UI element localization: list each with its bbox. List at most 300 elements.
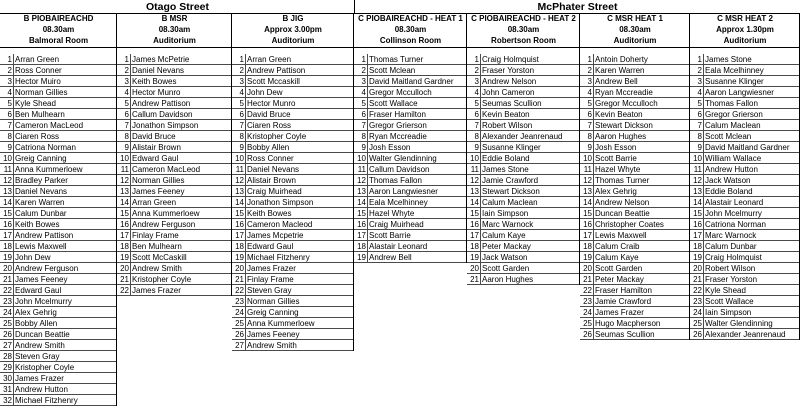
entry-name: Hazel Whyte [369,209,415,218]
entry-list [580,54,690,340]
entry-name: Alexander Jeanrenaud [705,330,786,339]
entry-name: William Wallace [705,154,762,163]
entry-row [0,230,117,241]
entry-number: 13 [3,187,12,196]
entry-name: Alexander Jeanrenaud [482,132,563,141]
entry-number: 3 [697,77,702,86]
entry-name: Gregor Mcculloch [595,99,658,108]
entry-row [690,285,800,296]
entry-row [232,54,354,65]
entry-row [580,54,690,65]
entry-name: Peter Mackay [482,242,531,251]
entry-row [354,252,467,263]
entry-number: 15 [120,209,129,218]
entry-number: 18 [470,242,479,251]
entry-row [232,307,354,318]
entry-number: 1 [239,55,244,64]
entry-number: 5 [124,99,129,108]
header-rule [0,47,117,48]
entry-name: Susanne Klinger [705,77,764,86]
entry-name: Ross Conner [15,66,62,75]
entry-row [117,274,232,285]
entry-row [232,274,354,285]
entry-number: 1 [361,55,366,64]
entry-row [0,120,117,131]
entry-row [580,131,690,142]
entry-name: Scott Garden [482,264,530,273]
entry-name: James Feeney [132,187,185,196]
entry-name: Gregor Grierson [369,121,427,130]
entry-row [117,197,232,208]
entry-number: 4 [7,88,12,97]
entry-row [467,263,580,274]
entry-number: 14 [235,198,244,207]
entry-name: Scott Mclean [705,132,752,141]
entry-row [117,175,232,186]
entry-row [0,175,117,186]
entry-row [354,219,467,230]
entry-name: Stewart Dickson [595,121,653,130]
entry-row [0,395,117,406]
entry-number: 14 [693,198,702,207]
entry-name: James Mcpetrie [247,231,304,240]
entry-row [690,208,800,219]
entry-number: 7 [587,121,592,130]
entry-number: 11 [120,165,129,174]
entry-number: 22 [3,286,12,295]
entry-name: Steven Gray [15,352,60,361]
entry-number: 2 [7,66,12,75]
entry-number: 31 [3,385,12,394]
entry-row [354,197,467,208]
event-time: 08.30am [619,25,651,34]
entry-name: Anna Kummerloew [132,209,200,218]
entry-row [0,197,117,208]
entry-number: 10 [583,154,592,163]
entry-number: 9 [361,143,366,152]
entry-number: 3 [361,77,366,86]
entry-name: Thomas Fallon [369,176,422,185]
entry-name: Fraser Yorston [705,275,758,284]
entry-number: 11 [470,165,479,174]
entry-row [467,208,580,219]
entry-number: 22 [583,286,592,295]
entry-name: Andrew Ferguson [15,264,79,273]
entry-number: 28 [3,352,12,361]
entry-number: 15 [357,209,366,218]
entry-number: 19 [470,253,479,262]
entry-row [117,76,232,87]
entry-number: 11 [357,165,366,174]
entry-name: Calum Dunbar [705,242,757,251]
entry-name: Gregor Mcculloch [369,88,432,97]
entry-name: Calum Maclean [705,121,761,130]
entry-number: 6 [697,110,702,119]
entry-row [117,153,232,164]
entry-number: 6 [361,110,366,119]
entry-number: 17 [120,231,129,240]
entry-number: 12 [3,176,12,185]
entry-number: 17 [693,231,702,240]
entry-name: Norman Gillies [132,176,185,185]
entry-number: 11 [583,165,592,174]
entry-number: 17 [357,231,366,240]
entry-row [354,54,467,65]
venue-divider [354,0,355,14]
entry-row [0,252,117,263]
entry-number: 14 [120,198,129,207]
entry-row [467,142,580,153]
event-time: 08.30am [507,25,540,34]
entry-name: Thomas Turner [369,55,424,64]
entry-name: James Feeney [247,330,300,339]
entry-row [467,164,580,175]
entry-row [580,120,690,131]
entry-name: Alastair Leonard [705,198,764,207]
entry-name: Susanne Klinger [482,143,541,152]
entry-row [354,142,467,153]
entry-number: 8 [361,132,366,141]
col-b-msr [117,14,232,417]
entry-name: Andrew Ferguson [132,220,196,229]
entry-name: Edward Gaul [15,286,62,295]
entry-list [354,54,467,263]
entry-row [467,230,580,241]
entry-row [580,153,690,164]
entry-name: Michael Fitzhenry [15,396,78,405]
entry-name: Andrew Pattison [132,99,191,108]
entry-number: 24 [693,308,702,317]
entry-name: Cameron MacLeod [15,121,84,130]
entry-number: 15 [693,209,702,218]
entry-number: 26 [3,330,12,339]
entry-name: Catriona Norman [15,143,76,152]
header-rule [467,47,580,48]
entry-name: Jamie Crawford [482,176,539,185]
entry-name: Andrew Smith [247,341,297,350]
entry-name: Callum Davidson [369,165,430,174]
entry-row [117,241,232,252]
event-room: Auditorium [271,36,315,45]
entry-name: Lewis Maxwell [595,231,647,240]
entry-number: 22 [235,286,244,295]
entry-name: Karen Warren [15,198,65,207]
entry-number: 10 [3,154,12,163]
entry-number: 18 [120,242,129,251]
entry-name: Gregor Grierson [705,110,763,119]
entry-row [0,65,117,76]
entry-name: Ross Conner [247,154,294,163]
entry-name: Scott Mccaskill [247,77,300,86]
entry-row [467,54,580,65]
entry-list [690,54,800,340]
entry-name: David Maitland Gardner [369,77,454,86]
event-title: B PIOBAIREACHD [23,14,94,23]
entry-number: 14 [357,198,366,207]
entry-number: 25 [583,319,592,328]
entry-name: Aaron Langwiesner [369,187,438,196]
entry-number: 17 [583,231,592,240]
entry-name: Aaron Langwiesner [705,88,774,97]
entry-row [232,164,354,175]
entry-number: 2 [474,66,479,75]
entry-row [467,131,580,142]
col-c-msr-heat-2 [690,14,800,417]
entry-number: 20 [470,264,479,273]
entry-row [232,153,354,164]
col-c-piobaireachd-heat-1 [354,14,467,417]
entry-number: 17 [470,231,479,240]
entry-row [232,241,354,252]
entry-number: 2 [361,66,366,75]
entry-name: Karen Warren [595,66,645,75]
entry-name: Antoin Doherty [595,55,648,64]
entry-name: Alastair Leonard [369,242,428,251]
entry-row [117,131,232,142]
entry-row [0,98,117,109]
entry-number: 7 [361,121,366,130]
entry-number: 21 [235,275,244,284]
entry-row [580,274,690,285]
entry-row [690,164,800,175]
entry-row [232,131,354,142]
entry-name: Catriona Norman [705,220,766,229]
entry-name: Kristopher Coyle [15,363,75,372]
entry-row [117,263,232,274]
entry-number: 17 [3,231,12,240]
entry-name: Eala Mcelhinney [705,66,764,75]
entry-number: 25 [235,319,244,328]
entry-number: 26 [583,330,592,339]
entry-number: 6 [474,110,479,119]
entry-name: Calum Kaye [482,231,526,240]
entry-number: 2 [697,66,702,75]
entry-name: James Frazer [595,308,644,317]
entry-name: Robert Wilson [705,264,756,273]
entry-number: 19 [693,253,702,262]
entry-number: 16 [235,220,244,229]
entry-name: David Bruce [132,132,176,141]
entry-name: Keith Bowes [247,209,292,218]
entry-name: Bradley Parker [15,176,68,185]
entry-number: 8 [474,132,479,141]
entry-number: 3 [587,77,592,86]
entry-name: Eala Mcelhinney [369,198,428,207]
entry-name: Jack Watson [482,253,528,262]
event-room: Auditorium [613,36,657,45]
entry-number: 23 [3,297,12,306]
entry-number: 18 [3,242,12,251]
entry-name: Andrew Hutton [15,385,68,394]
entry-number: 24 [583,308,592,317]
entry-number: 16 [120,220,129,229]
entry-row [117,208,232,219]
entry-row [580,87,690,98]
entry-row [467,65,580,76]
entry-name: John Dew [247,88,283,97]
entry-name: Stewart Dickson [482,187,540,196]
entry-number: 2 [587,66,592,75]
entry-row [690,109,800,120]
entry-name: Kyle Shead [705,286,746,295]
entry-row [232,219,354,230]
entry-row [690,153,800,164]
entry-row [354,76,467,87]
entry-number: 16 [583,220,592,229]
entry-name: Walter Glendinning [705,319,773,328]
entry-row [117,285,232,296]
entry-row [354,241,467,252]
entry-row [117,87,232,98]
entry-name: Craig Holmquist [482,55,539,64]
entry-row [117,164,232,175]
entry-number: 11 [693,165,702,174]
entry-row [232,65,354,76]
entry-number: 3 [474,77,479,86]
entry-row [232,296,354,307]
entry-number: 12 [583,176,592,185]
entry-row [580,230,690,241]
entry-row [580,285,690,296]
entry-row [580,307,690,318]
entry-row [690,263,800,274]
entry-row [232,197,354,208]
entry-name: Alex Gehrig [595,187,637,196]
entry-row [0,384,117,395]
entry-number: 18 [583,242,592,251]
entry-number: 4 [124,88,129,97]
entry-row [354,87,467,98]
entry-number: 21 [583,275,592,284]
entry-name: Bobby Allen [15,319,58,328]
event-title: C MSR HEAT 2 [717,14,773,23]
entry-number: 4 [239,88,244,97]
entry-name: Scott Barrie [595,154,637,163]
entry-name: Edward Gaul [247,242,294,251]
event-time: 08.30am [394,25,427,34]
entry-number: 4 [697,88,702,97]
entry-row [232,208,354,219]
entry-name: John Cameron [482,88,535,97]
entry-name: Finlay Frame [132,231,179,240]
entry-name: Jonathon Simpson [132,121,199,130]
entry-number: 9 [239,143,244,152]
header-rule [117,47,232,48]
entry-row [232,76,354,87]
entry-row [690,120,800,131]
entry-name: Scott Mclean [369,66,416,75]
entry-name: Andrew Smith [15,341,65,350]
entry-number: 11 [3,165,12,174]
entry-row [232,230,354,241]
entry-name: Peter Mackay [595,275,644,284]
entry-name: Aaron Hughes [482,275,534,284]
entry-number: 5 [474,99,479,108]
entry-row [580,263,690,274]
entry-number: 4 [474,88,479,97]
entry-name: Josh Esson [595,143,637,152]
entry-row [0,109,117,120]
entry-row [117,186,232,197]
event-time: Approx 1.30pm [716,25,774,34]
entry-row [232,87,354,98]
entry-number: 18 [357,242,366,251]
entry-name: Kristopher Coyle [247,132,307,141]
entry-row [354,175,467,186]
entry-name: Kevin Beaton [482,110,530,119]
entry-number: 8 [124,132,129,141]
venue-mcphater-street: McPhater Street [537,1,618,13]
entry-row [354,98,467,109]
entry-name: Anna Kummerloew [15,165,83,174]
entry-name: Hector Munro [132,88,181,97]
entry-row [690,142,800,153]
entry-list [0,54,117,406]
entry-name: David Maitland Gardner [705,143,790,152]
entry-number: 15 [583,209,592,218]
entry-row [690,318,800,329]
entry-name: Scott Wallace [369,99,418,108]
entry-row [354,131,467,142]
entry-number: 1 [7,55,12,64]
entry-number: 8 [697,132,702,141]
entry-row [232,340,354,351]
entry-number: 25 [3,319,12,328]
entry-row [117,219,232,230]
entry-name: Iain Simpson [705,308,752,317]
entry-row [580,219,690,230]
entry-number: 20 [235,264,244,273]
entry-name: Kyle Shead [15,99,56,108]
entry-name: Fraser Hamilton [369,110,426,119]
entry-row [232,186,354,197]
entry-number: 30 [3,374,12,383]
entry-name: Arran Green [15,55,60,64]
entry-number: 26 [235,330,244,339]
entry-row [0,76,117,87]
entry-name: Kevin Beaton [595,110,643,119]
entry-number: 3 [7,77,12,86]
entry-row [0,241,117,252]
entry-row [0,131,117,142]
event-title: B MSR [161,14,188,23]
entry-number: 8 [7,132,12,141]
event-title: C PIOBAIREACHD - HEAT 1 [358,14,463,23]
entry-row [467,252,580,263]
entry-number: 11 [235,165,244,174]
header-rule [232,47,354,48]
entry-name: Scott Wallace [705,297,754,306]
entry-number: 23 [583,297,592,306]
entry-row [117,142,232,153]
entry-name: Lewis Maxwell [15,242,67,251]
entry-number: 16 [357,220,366,229]
entry-name: Calum Maclean [482,198,538,207]
entry-number: 10 [470,154,479,163]
entry-name: Andrew Smith [132,264,182,273]
entry-row [690,329,800,340]
entry-number: 12 [693,176,702,185]
entry-row [690,307,800,318]
entry-row [467,241,580,252]
entry-list [232,54,354,351]
entry-row [232,252,354,263]
entry-name: Ben Mulhearn [132,242,182,251]
entry-name: James Frazer [132,286,181,295]
entry-number: 13 [120,187,129,196]
entry-name: Cameron Macleod [247,220,313,229]
entry-name: Cameron MacLeod [132,165,201,174]
